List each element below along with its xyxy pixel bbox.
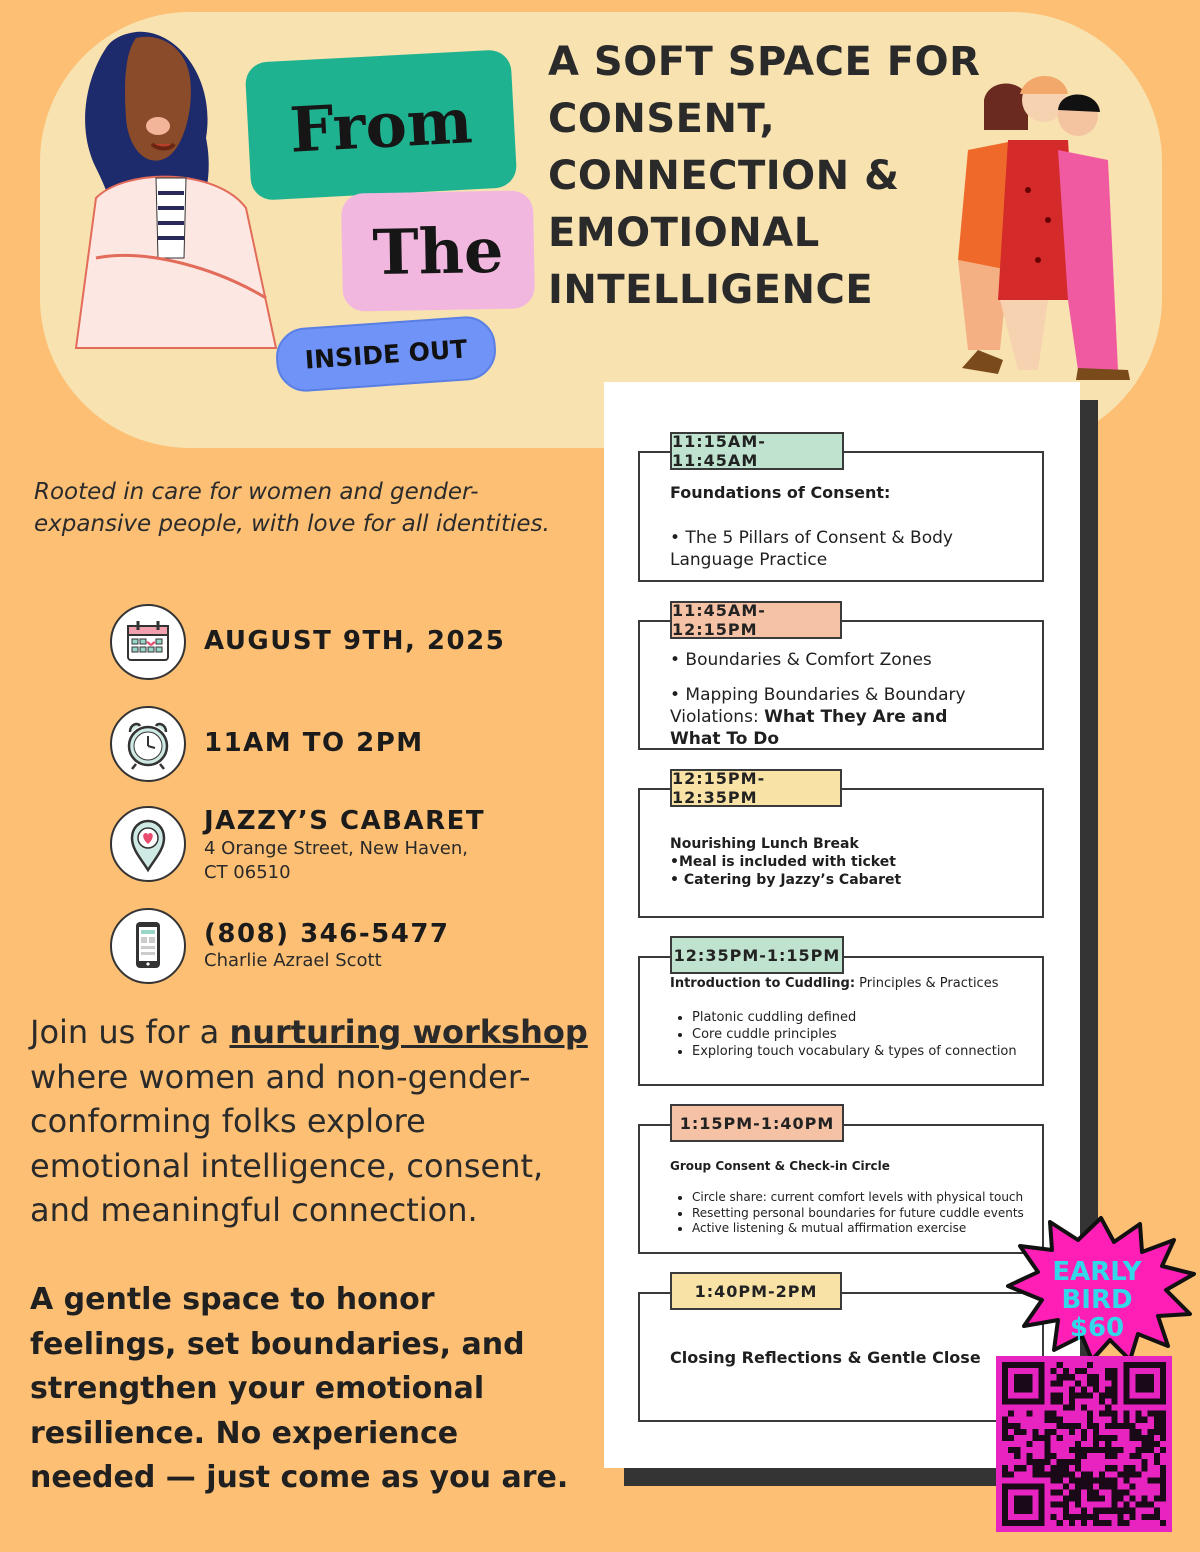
- list-item: • Core cuddle principles: [692, 1026, 1036, 1043]
- session-bullet-list: [670, 1190, 1042, 1237]
- headline-line: A SOFT SPACE FOR: [548, 39, 981, 85]
- session-title-rest: Principles & Practices: [855, 976, 999, 991]
- time-tag: 11:15AM-11:45AM: [670, 432, 844, 470]
- list-item: • Active listening & mutual affirmation exercise: [692, 1221, 1042, 1237]
- inside-out-pill: INSIDE OUT: [274, 314, 498, 393]
- session-title: Foundations of Consent:: [670, 483, 891, 502]
- time-tag: 12:15PM-12:35PM: [670, 769, 842, 807]
- alarm-clock-icon: [110, 706, 186, 782]
- join-text-before: Join us for a: [30, 1013, 230, 1051]
- calendar-icon: [110, 604, 186, 680]
- headline-line: INTELLIGENCE: [548, 267, 874, 313]
- session-bullet: • Catering by Jazzy’s Cabaret: [670, 872, 902, 888]
- location-pin-icon: [110, 806, 186, 882]
- early-bird-label: EARLY BIRD: [1052, 1257, 1142, 1315]
- time-tag: 1:15PM-1:40PM: [670, 1104, 844, 1142]
- phone-icon: [110, 908, 186, 984]
- list-item: • Platonic cuddling defined: [692, 1009, 1036, 1026]
- session-title: Group Consent & Check-in Circle: [670, 1159, 890, 1173]
- contact-phone: (808) 346-5477: [204, 919, 450, 949]
- list-item: • Circle share: current comfort levels with physical touch: [692, 1190, 1042, 1206]
- session-title: Nourishing Lunch Break: [670, 836, 859, 852]
- session-title-bold: Introduction to Cuddling:: [670, 976, 856, 991]
- session-bullet-2: [670, 684, 1000, 750]
- time-tag: 12:35PM-1:15PM: [670, 936, 844, 974]
- from-pill: From: [245, 49, 518, 201]
- session-bullet-emphasis: What They Are and What To Do: [670, 707, 948, 749]
- join-paragraph: [30, 1010, 590, 1233]
- headline-line: CONSENT,: [548, 96, 776, 142]
- tagline: Rooted in care for women and gender-expansive people, with love for all identities.: [34, 479, 550, 537]
- headline-line: CONNECTION &: [548, 153, 900, 199]
- schedule-block: [638, 788, 1044, 918]
- session-title: Closing Reflections & Gentle Close: [670, 1348, 981, 1367]
- group-hug-illustration: [948, 70, 1134, 380]
- event-date: AUGUST 9TH, 2025: [204, 626, 506, 656]
- time-tag: 1:40PM-2PM: [670, 1272, 842, 1310]
- session-bullet: •Meal is included with ticket: [670, 854, 896, 870]
- session-bullet-text: • Mapping Boundaries & Boundary Violations:: [670, 685, 966, 727]
- list-item: • Resetting personal boundaries for future cuddle events: [692, 1206, 1042, 1222]
- headline-line: EMOTIONAL: [548, 210, 820, 256]
- session-bullet: • The 5 Pillars of Consent & Body Language Practice: [670, 528, 953, 570]
- join-text-after: where women and non-gender-conforming folks explore emotional intelligence, consent, and meaningful connection.: [30, 1057, 544, 1229]
- session-bullet-list: [670, 1009, 1036, 1060]
- nurturing-workshop-link[interactable]: nurturing workshop: [229, 1013, 588, 1051]
- contact-name: Charlie Azrael Scott: [204, 950, 382, 971]
- venue-name: JAZZY’S CABARET: [204, 806, 486, 836]
- the-pill: The: [341, 190, 535, 311]
- venue-address-line2: CT 06510: [204, 862, 291, 883]
- time-tag: 11:45AM-12:15PM: [670, 601, 842, 639]
- headline: [548, 34, 1008, 319]
- list-item: • Exploring touch vocabulary & types of connection: [692, 1043, 1036, 1060]
- early-bird-amount: $60: [1069, 1313, 1125, 1343]
- early-bird-price: [1030, 1258, 1164, 1342]
- session-title: [670, 976, 1036, 991]
- session-bullet: • Boundaries & Comfort Zones: [670, 650, 932, 670]
- venue-address-line1: 4 Orange Street, New Haven,: [204, 838, 468, 859]
- qr-code[interactable]: [996, 1356, 1172, 1532]
- gentle-space-paragraph: A gentle space to honor feelings, set boundaries, and strengthen your emotional resilience. No experience needed — just come as you are.: [30, 1282, 569, 1495]
- event-time: 11AM TO 2PM: [204, 728, 424, 758]
